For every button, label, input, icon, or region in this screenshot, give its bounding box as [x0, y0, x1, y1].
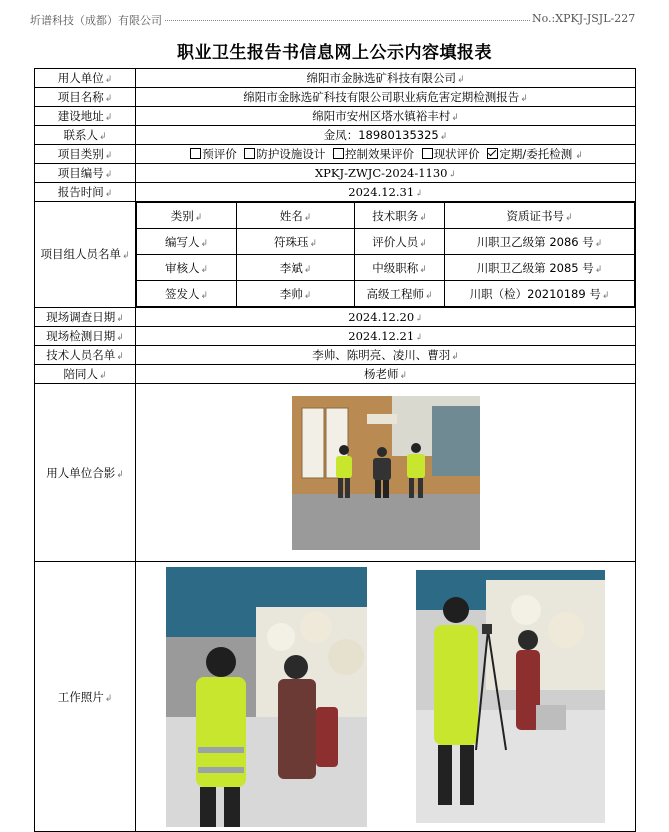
team-category: 审核人↲: [137, 255, 237, 281]
label-project-name: 项目名称↲: [35, 88, 136, 107]
table-row: [137, 281, 635, 307]
checkbox-icon: [422, 148, 433, 159]
document-title: 职业卫生报告书信息网上公示内容填报表: [177, 43, 492, 63]
label-group-photo: 用人单位合影↲: [35, 384, 136, 562]
team-category: 签发人↲: [137, 281, 237, 307]
value-escort: 杨老师↲: [136, 365, 636, 384]
checkbox-icon: [244, 148, 255, 159]
value-project-no: XPKJ-ZWJC-2024-1130↲: [136, 164, 636, 183]
label-category: 项目类别↲: [35, 145, 136, 164]
work-photo-1: [166, 567, 367, 827]
category-option-status-evaluation[interactable]: 现状评价: [422, 147, 480, 161]
team-title: 高级工程师↲: [355, 281, 445, 307]
header-doc-no: No.:XPKJ-JSJL-227: [532, 12, 636, 25]
value-survey-date: 2024.12.20↲: [136, 308, 636, 327]
checkbox-icon: [333, 148, 344, 159]
checked-checkbox-icon: [487, 148, 498, 159]
group-photo-cell: [136, 384, 636, 562]
label-contact: 联系人↲: [35, 126, 136, 145]
label-technicians: 技术人员名单↲: [35, 346, 136, 365]
team-name: 李斌↲: [237, 255, 355, 281]
value-employer: 绵阳市金脉选矿科技有限公司↲: [136, 69, 636, 88]
team-cert: 川职卫乙级第 2086 号↲: [445, 229, 635, 255]
label-report-time: 报告时间↲: [35, 183, 136, 202]
team-name: 符珠珏↲: [237, 229, 355, 255]
team-cert: 川职卫乙级第 2085 号↲: [445, 255, 635, 281]
label-employer: 用人单位↲: [35, 69, 136, 88]
info-form-table: [34, 68, 636, 832]
value-address: 绵阳市安州区塔水镇裕丰村↲: [136, 107, 636, 126]
category-option-protection-design[interactable]: 防护设施设计: [244, 147, 325, 161]
checkbox-icon: [190, 148, 201, 159]
header-divider: [165, 20, 530, 21]
team-title: 中级职称↲: [355, 255, 445, 281]
value-technicians: 李帅、陈明亮、凌川、曹羽↲: [136, 346, 636, 365]
label-survey-date: 现场调查日期↲: [35, 308, 136, 327]
label-team: 项目组人员名单↲: [35, 202, 136, 308]
label-project-no: 项目编号↲: [35, 164, 136, 183]
value-report-time: 2024.12.31↲: [136, 183, 636, 202]
value-contact: 金凤：18980135325↲: [136, 126, 636, 145]
team-header-title: 技术职务↲: [355, 203, 445, 229]
value-project-name: 绵阳市金脉选矿科技有限公司职业病危害定期检测报告↲: [136, 88, 636, 107]
team-header-category: 类别↲: [137, 203, 237, 229]
team-table: [136, 202, 635, 307]
team-name: 李帅↲: [237, 281, 355, 307]
value-category: 预评价 防护设施设计 控制效果评价 现状评价 定期/委托检测 ↲: [136, 145, 636, 164]
table-row: [137, 229, 635, 255]
team-header-name: 姓名↲: [237, 203, 355, 229]
team-header-cert: 资质证书号↲: [445, 203, 635, 229]
label-work-photo: 工作照片↲: [35, 562, 136, 832]
category-option-control-effect[interactable]: 控制效果评价: [333, 147, 414, 161]
work-photos-cell: [136, 562, 636, 832]
category-option-periodic-test[interactable]: 定期/委托检测: [487, 147, 572, 161]
group-photo: [292, 396, 480, 550]
table-row: [137, 255, 635, 281]
label-escort: 陪同人↲: [35, 365, 136, 384]
team-table-cell: [136, 202, 636, 308]
category-option-pre-evaluation[interactable]: 预评价: [190, 147, 237, 161]
team-cert: 川职（检）20210189 号↲: [445, 281, 635, 307]
team-title: 评价人员↲: [355, 229, 445, 255]
label-test-date: 现场检测日期↲: [35, 327, 136, 346]
value-test-date: 2024.12.21↲: [136, 327, 636, 346]
label-address: 建设地址↲: [35, 107, 136, 126]
work-photo-2: [416, 570, 605, 823]
header-company: 圻谱科技（成都）有限公司: [30, 14, 162, 27]
team-category: 编写人↲: [137, 229, 237, 255]
